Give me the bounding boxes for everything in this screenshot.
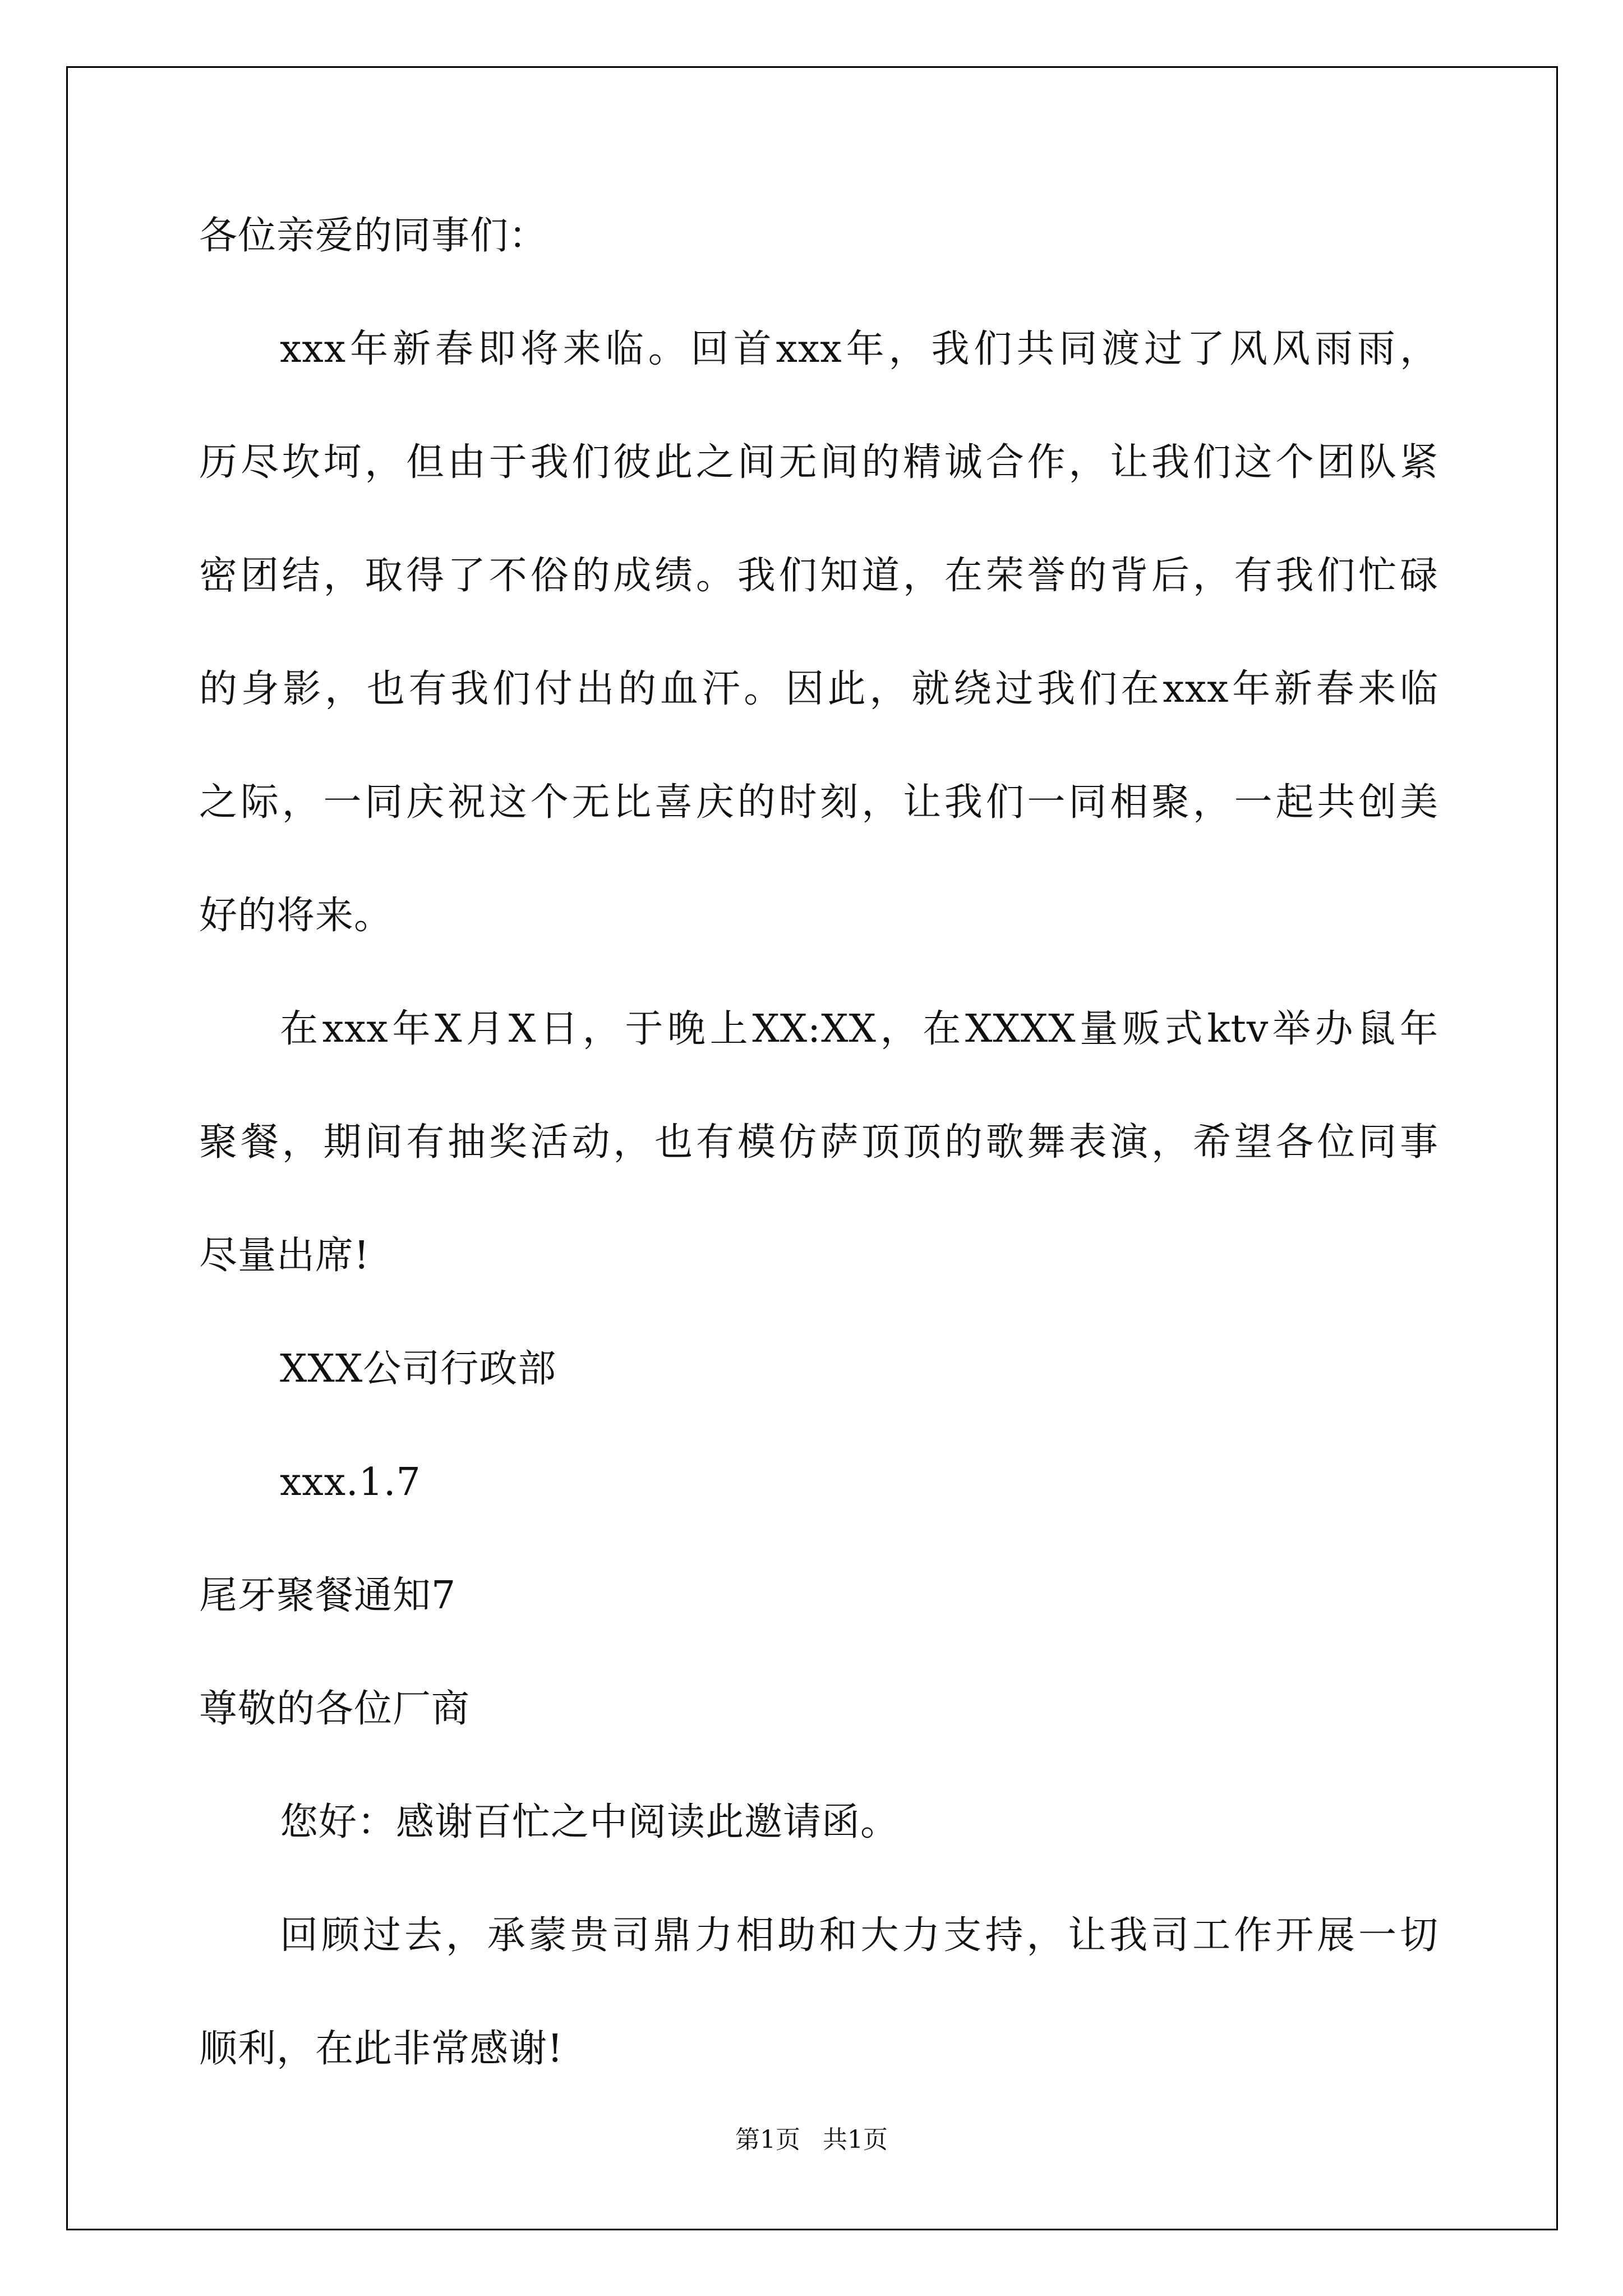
signature-organization: XXX公司行政部 [280, 1347, 557, 1391]
paragraph-line: 历尽坎坷，但由于我们彼此之间无间的精诚合作，让我们这个团队紧 [199, 443, 1438, 483]
paragraph-line: 密团结，取得了不俗的成绩。我们知道，在荣誉的背后，有我们忙碌 [199, 556, 1438, 596]
page-number: 第1页 [735, 2125, 800, 2154]
paragraph-line: 聚餐，期间有抽奖活动，也有模仿萨顶顶的歌舞表演，希望各位同事 [199, 1122, 1438, 1163]
paragraph-line: 在xxx年X月X日，于晚上XX:XX，在XXXX量贩式ktv举办鼠年 [280, 1009, 1438, 1050]
paragraph-line: 顺利，在此非常感谢! [199, 2027, 564, 2071]
signature-date: xxx.1.7 [280, 1460, 421, 1504]
greeting: 各位亲爱的同事们： [199, 214, 548, 258]
document-body [199, 216, 1438, 2069]
paragraph-line: 回顾过去，承蒙贵司鼎力相助和大力支持，让我司工作开展一切 [280, 1916, 1438, 1956]
paragraph-line: xxx年新春即将来临。回首xxx年，我们共同渡过了风风雨雨， [280, 329, 1438, 370]
paragraph-line: 好的将来。 [199, 894, 393, 938]
paragraph-line: 尽量出席! [199, 1234, 370, 1278]
paragraph-line: 的身影，也有我们付出的血汗。因此，就绕过我们在xxx年新春来临 [199, 669, 1438, 710]
paragraph-event-details [199, 1009, 1438, 1276]
paragraph-thanks: 您好：感谢百忙之中阅读此邀请函。 [280, 1800, 900, 1844]
section-title: 尾牙聚餐通知7 [199, 1573, 457, 1618]
page-footer [0, 2126, 1623, 2154]
page-total: 共1页 [823, 2125, 888, 2154]
salutation-vendors: 尊敬的各位厂商 [199, 1687, 471, 1731]
paragraph-new-year [199, 329, 1438, 936]
paragraph-review [199, 1916, 1438, 2069]
paragraph-line: 之际，一同庆祝这个无比喜庆的时刻，让我们一同相聚，一起共创美 [199, 783, 1438, 823]
